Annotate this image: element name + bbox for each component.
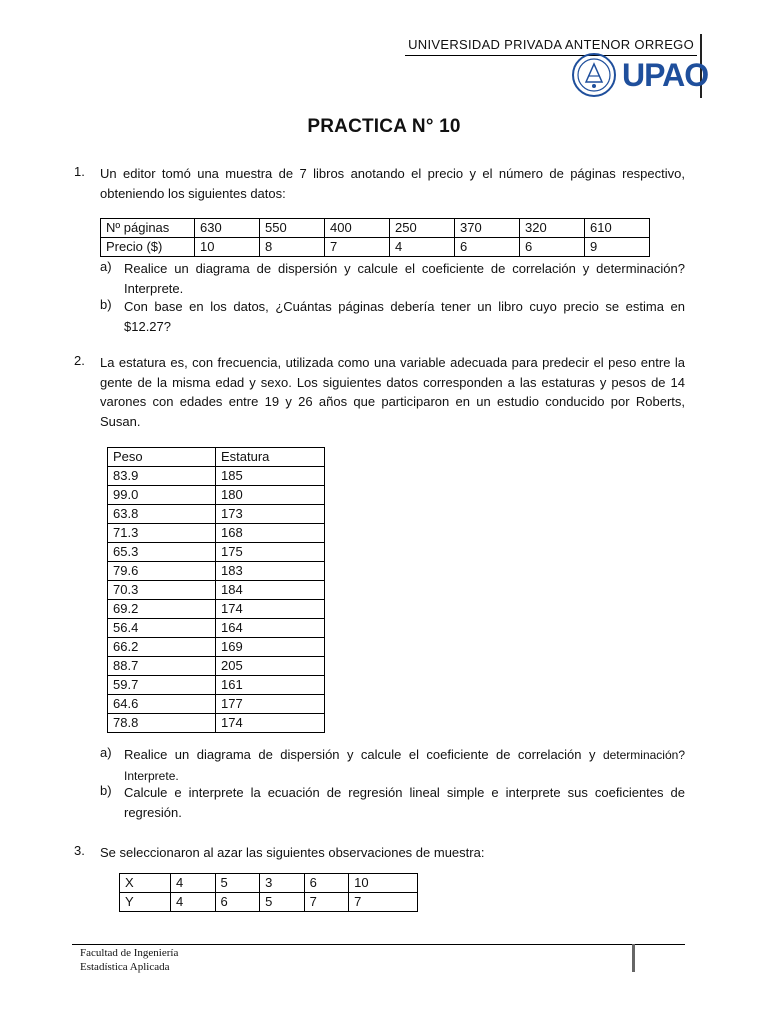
- table-cell: 79.6: [108, 562, 216, 581]
- table-cell: 88.7: [108, 657, 216, 676]
- q3-text: Se seleccionaron al azar las siguientes observaciones de muestra:: [100, 845, 485, 860]
- table-row: [108, 524, 325, 543]
- table-cell: 168: [216, 524, 325, 543]
- table-cell: Nº páginas: [101, 219, 195, 238]
- footer-faculty: Facultad de Ingeniería: [80, 947, 179, 959]
- footer-vertical-bar: [632, 944, 635, 972]
- q1-number: 1.: [74, 164, 85, 179]
- table-cell: 177: [216, 695, 325, 714]
- table-cell: 10: [349, 874, 418, 893]
- logo-text: UPAO: [622, 57, 709, 93]
- table-row: [108, 695, 325, 714]
- table-cell: 174: [216, 600, 325, 619]
- table-cell: 10: [195, 238, 260, 257]
- q1-text: Un editor tomó una muestra de 7 libros anotando el precio y el número de páginas respectivo, obteniendo los siguientes datos:: [100, 166, 685, 201]
- table-row: [101, 238, 650, 257]
- table-row: [108, 467, 325, 486]
- q2-table: [107, 447, 325, 733]
- table-cell: 65.3: [108, 543, 216, 562]
- table-cell: 99.0: [108, 486, 216, 505]
- table-cell: 3: [260, 874, 305, 893]
- q2-text: La estatura es, con frecuencia, utilizada como una variable adecuada para predecir el peso entre la gente de la misma edad y sexo. Los siguientes datos corresponden a las estaturas y pesos de 14 varones con edades entre 19 y 26 años que participaron en un estudio conducido por Roberts, Susan.: [100, 355, 685, 429]
- table-cell: 185: [216, 467, 325, 486]
- table-cell: 63.8: [108, 505, 216, 524]
- footer-course: Estadística Aplicada: [80, 961, 170, 973]
- q2-a-text-small: determinación?: [602, 748, 685, 762]
- table-cell: 70.3: [108, 581, 216, 600]
- table-cell: 4: [171, 893, 216, 912]
- table-row: [108, 543, 325, 562]
- table-cell: 183: [216, 562, 325, 581]
- table-row: [108, 581, 325, 600]
- table-cell: 550: [260, 219, 325, 238]
- table-cell: 9: [585, 238, 650, 257]
- table-row: [108, 600, 325, 619]
- table-cell: 6: [520, 238, 585, 257]
- table-cell: 610: [585, 219, 650, 238]
- table-row: [108, 714, 325, 733]
- table-cell: 184: [216, 581, 325, 600]
- table-cell: 173: [216, 505, 325, 524]
- q2-b-text: Calcule e interprete la ecuación de regresión lineal simple e interprete sus coeficientes de regresión.: [124, 785, 685, 820]
- upao-logo: [568, 52, 709, 98]
- table-cell: 56.4: [108, 619, 216, 638]
- table-cell: 169: [216, 638, 325, 657]
- table-row: [108, 657, 325, 676]
- table-cell: Y: [120, 893, 171, 912]
- q1-b-label: b): [100, 297, 112, 312]
- seal-icon: [568, 52, 620, 98]
- table-cell: 6: [215, 893, 260, 912]
- table-cell: 320: [520, 219, 585, 238]
- q1-table: [100, 218, 650, 257]
- table-cell: 78.8: [108, 714, 216, 733]
- table-cell: Precio ($): [101, 238, 195, 257]
- table-cell: 164: [216, 619, 325, 638]
- footer-rule: [72, 944, 685, 945]
- table-cell: 6: [304, 874, 349, 893]
- table-cell: 180: [216, 486, 325, 505]
- table-cell: 5: [260, 893, 305, 912]
- table-cell: 370: [455, 219, 520, 238]
- q1-a-text: Realice un diagrama de dispersión y calcule el coeficiente de correlación y determinación? Interprete.: [124, 261, 685, 296]
- university-name: UNIVERSIDAD PRIVADA ANTENOR ORREGO: [408, 37, 694, 52]
- table-cell: 630: [195, 219, 260, 238]
- table-cell: 205: [216, 657, 325, 676]
- table-cell: 7: [349, 893, 418, 912]
- table-cell: 71.3: [108, 524, 216, 543]
- table-cell: 4: [171, 874, 216, 893]
- q1-a-label: a): [100, 259, 112, 274]
- table-row: [120, 874, 418, 893]
- table-cell: 8: [260, 238, 325, 257]
- q2-a-text-main: Realice un diagrama de dispersión y calcule el coeficiente de correlación y: [124, 747, 603, 762]
- table-cell: 400: [325, 219, 390, 238]
- table-cell: 69.2: [108, 600, 216, 619]
- table-row: [108, 619, 325, 638]
- table-row: [108, 638, 325, 657]
- table-cell: 6: [455, 238, 520, 257]
- table-cell: 5: [215, 874, 260, 893]
- q2-a-label: a): [100, 745, 112, 760]
- column-header: Estatura: [216, 448, 325, 467]
- table-cell: 83.9: [108, 467, 216, 486]
- table-row: [120, 893, 418, 912]
- q3-number: 3.: [74, 843, 85, 858]
- table-row: [108, 676, 325, 695]
- table-row: [108, 486, 325, 505]
- q2-b-label: b): [100, 783, 112, 798]
- q2-number: 2.: [74, 353, 85, 368]
- table-cell: 161: [216, 676, 325, 695]
- table-row: [108, 562, 325, 581]
- page-title: PRACTICA N° 10: [307, 116, 461, 137]
- table-cell: 7: [304, 893, 349, 912]
- q2-a-text: [124, 745, 685, 786]
- table-cell: 4: [390, 238, 455, 257]
- column-header: Peso: [108, 448, 216, 467]
- q2-a-text-small2: Interprete.: [124, 768, 179, 783]
- table-cell: 250: [390, 219, 455, 238]
- table-cell: 7: [325, 238, 390, 257]
- table-cell: X: [120, 874, 171, 893]
- q1-b-text: Con base en los datos, ¿Cuántas páginas debería tener un libro cuyo precio se estima en $12.27?: [124, 299, 685, 334]
- table-row: [101, 219, 650, 238]
- table-cell: 175: [216, 543, 325, 562]
- table-cell: 174: [216, 714, 325, 733]
- table-cell: 66.2: [108, 638, 216, 657]
- table-row: [108, 505, 325, 524]
- table-cell: 64.6: [108, 695, 216, 714]
- table-cell: 59.7: [108, 676, 216, 695]
- table-header-row: [108, 448, 325, 467]
- q3-table: [119, 873, 418, 912]
